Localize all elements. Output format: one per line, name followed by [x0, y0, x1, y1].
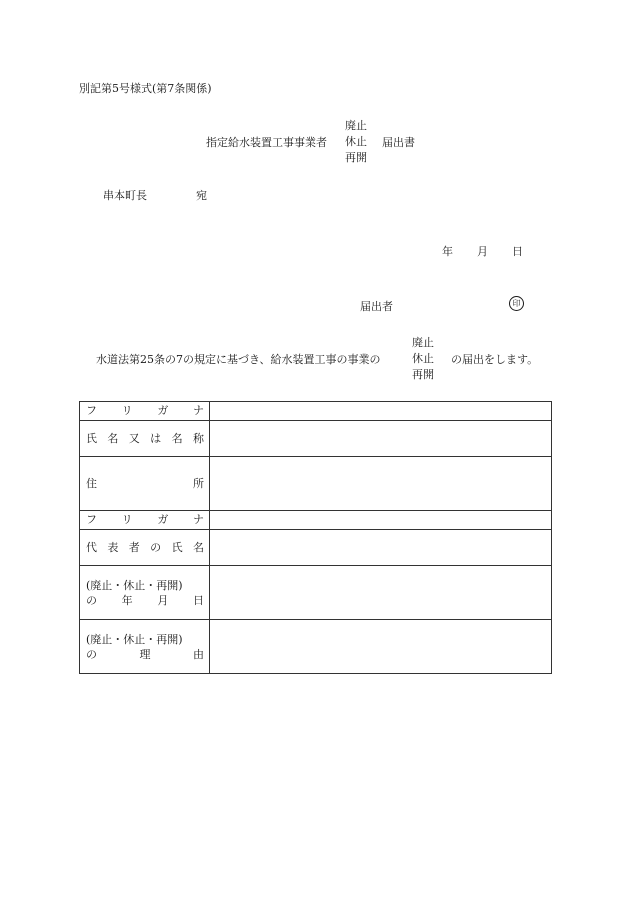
- date-year-label: 年: [442, 245, 453, 258]
- label-char: の: [86, 593, 97, 607]
- date-label-line2: [86, 593, 204, 608]
- label-char: 日: [192, 593, 204, 607]
- kana-char: リ: [121, 404, 133, 417]
- label-char: 住: [86, 477, 97, 490]
- label-char: 者: [128, 541, 140, 554]
- label-char: 由: [193, 647, 204, 661]
- furigana-label-1: [80, 402, 210, 421]
- kana-char: フ: [86, 513, 97, 526]
- label-char: 名: [192, 541, 204, 554]
- reason-label-line1: (廃止・休止・再開): [86, 632, 183, 646]
- label-char: の: [150, 541, 162, 554]
- furigana-input-1[interactable]: [210, 402, 552, 421]
- title-option-resume: 再開: [345, 151, 367, 164]
- notification-form-table: [79, 401, 552, 674]
- label-char: 理: [139, 647, 151, 661]
- label-char: 名: [171, 432, 183, 445]
- name-input[interactable]: [210, 421, 552, 457]
- furigana-input-2[interactable]: [210, 511, 552, 530]
- kana-char: ガ: [157, 404, 169, 417]
- title-prefix: 指定給水装置工事事業者: [206, 136, 327, 149]
- reason-input[interactable]: [210, 620, 552, 674]
- label-char: の: [86, 647, 97, 661]
- label-char: 表: [107, 541, 119, 554]
- label-char: は: [150, 432, 162, 445]
- body-option-suspend: 休止: [412, 352, 434, 365]
- name-label: [80, 421, 210, 457]
- label-char: 氏: [171, 541, 183, 554]
- date-label-line1: (廃止・休止・再開): [86, 578, 183, 592]
- label-char: 所: [193, 477, 204, 490]
- date-label: [80, 566, 210, 620]
- kana-char: ガ: [157, 513, 169, 526]
- label-char: 年: [121, 593, 133, 607]
- body-text-suffix: の届出をします。: [451, 353, 539, 366]
- kana-char: リ: [121, 513, 133, 526]
- title-suffix: 届出書: [382, 136, 415, 149]
- label-char: 名: [107, 432, 119, 445]
- representative-label: [80, 530, 210, 566]
- label-char: 代: [86, 541, 97, 554]
- body-option-resume: 再開: [412, 368, 434, 381]
- addressee-name: 串本町長: [103, 189, 147, 202]
- date-day-label: 日: [512, 245, 523, 258]
- kana-char: フ: [86, 404, 97, 417]
- title-options: [345, 118, 367, 166]
- form-number-label: 別記第5号様式(第7条関係): [79, 82, 212, 95]
- body-options: [412, 335, 434, 383]
- furigana-label-2: [80, 511, 210, 530]
- kana-char: ナ: [192, 404, 204, 417]
- address-label: [80, 457, 210, 511]
- title-option-abolish: 廃止: [345, 119, 367, 132]
- body-option-abolish: 廃止: [412, 336, 434, 349]
- label-char: 又: [128, 432, 140, 445]
- addressee-suffix: 宛: [196, 189, 207, 202]
- reason-label: [80, 620, 210, 674]
- label-char: 月: [157, 593, 169, 607]
- title-option-suspend: 休止: [345, 135, 367, 148]
- reason-label-line2: [86, 647, 204, 662]
- applicant-label: 届出者: [360, 300, 393, 313]
- date-input[interactable]: [210, 566, 552, 620]
- kana-char: ナ: [192, 513, 204, 526]
- seal-icon: 印: [509, 296, 524, 311]
- address-input[interactable]: [210, 457, 552, 511]
- label-char: 称: [192, 432, 204, 445]
- body-text-prefix: 水道法第25条の7の規定に基づき、給水装置工事の事業の: [96, 353, 381, 366]
- date-month-label: 月: [477, 245, 488, 258]
- representative-input[interactable]: [210, 530, 552, 566]
- label-char: 氏: [86, 432, 97, 445]
